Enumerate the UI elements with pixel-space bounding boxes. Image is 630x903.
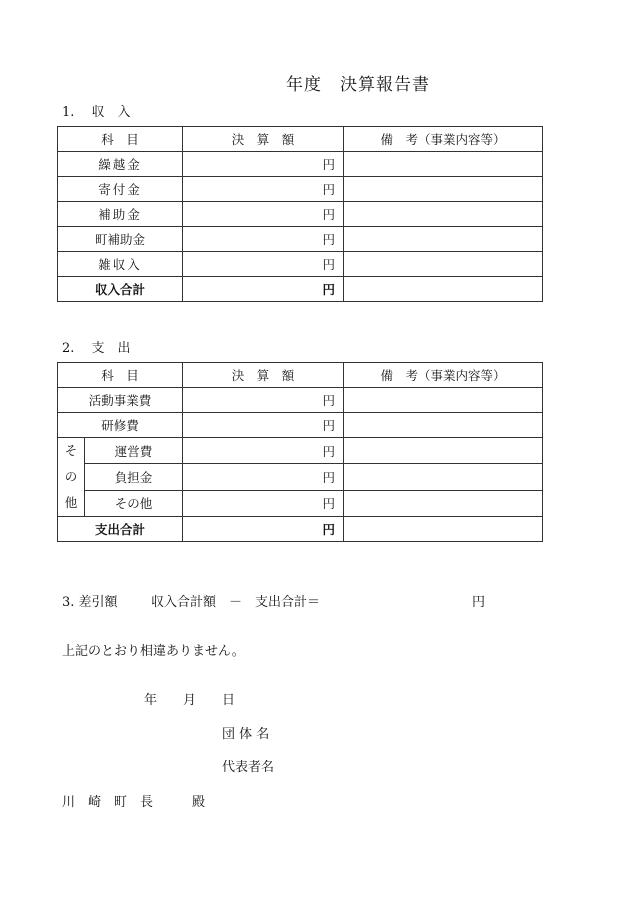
expense-row (58, 388, 543, 413)
income-row-label: 補助金 (58, 202, 183, 227)
income-table (57, 126, 543, 302)
income-row-note[interactable] (344, 177, 543, 202)
income-total-note[interactable] (344, 277, 543, 302)
income-row-label: 雑収入 (58, 252, 183, 277)
difference-formula: 収入合計額 － 支出合計＝ (151, 595, 321, 610)
income-row (58, 152, 543, 177)
other-group-label (58, 438, 85, 517)
income-row-note[interactable] (344, 202, 543, 227)
expense-header-note: 備 考（事業内容等） (344, 363, 543, 388)
income-total-label: 収入合計 (58, 277, 183, 302)
expense-row-note[interactable] (344, 413, 543, 438)
income-total-row (58, 277, 543, 302)
income-header-note: 備 考（事業内容等） (344, 127, 543, 152)
expense-row-label: 負担金 (85, 464, 183, 490)
expense-header-row (58, 363, 543, 388)
expense-row-amount[interactable]: 円 (183, 388, 344, 413)
expense-row-note[interactable] (344, 464, 543, 490)
expense-row-amount[interactable]: 円 (183, 490, 344, 516)
expense-row-label: 活動事業費 (58, 388, 183, 413)
income-header-amount: 決 算 額 (183, 127, 344, 152)
expense-table (57, 362, 543, 542)
income-row (58, 252, 543, 277)
document-title: 年度 決算報告書 (286, 75, 430, 95)
addressee: 川 崎 町 長 殿 (62, 795, 206, 810)
expense-row (58, 413, 543, 438)
income-row-label: 繰越金 (58, 152, 183, 177)
income-row-note[interactable] (344, 252, 543, 277)
income-row-amount[interactable]: 円 (183, 227, 344, 252)
expense-total-note[interactable] (344, 517, 543, 542)
representative-name-field[interactable] (290, 751, 530, 773)
expense-row-amount[interactable]: 円 (183, 438, 344, 464)
difference-unit: 円 (472, 595, 486, 610)
expense-row-amount[interactable]: 円 (183, 413, 344, 438)
difference-label: 3. 差引額 (62, 595, 118, 610)
expense-total-amount[interactable]: 円 (183, 517, 344, 542)
income-row (58, 227, 543, 252)
expense-row-label: 運営費 (85, 438, 183, 464)
expense-row-label: 研修費 (58, 413, 183, 438)
expense-row (58, 464, 543, 490)
expense-row-note[interactable] (344, 490, 543, 516)
income-row-label: 町補助金 (58, 227, 183, 252)
income-row-amount[interactable]: 円 (183, 252, 344, 277)
income-row-amount[interactable]: 円 (183, 202, 344, 227)
expense-row-amount[interactable]: 円 (183, 464, 344, 490)
income-row (58, 177, 543, 202)
expense-row (58, 490, 543, 516)
income-row-note[interactable] (344, 152, 543, 177)
expense-header-subject: 科 目 (58, 363, 183, 388)
representative-name-label: 代表者名 (222, 760, 275, 775)
expense-total-row (58, 517, 543, 542)
expense-row-label: その他 (85, 490, 183, 516)
difference-amount-field[interactable] (328, 585, 468, 605)
income-header-row (58, 127, 543, 152)
income-header-subject: 科 目 (58, 127, 183, 152)
confirmation-statement: 上記のとおり相違ありません。 (62, 644, 245, 659)
organization-name-field[interactable] (290, 718, 530, 740)
income-total-amount[interactable]: 円 (183, 277, 344, 302)
date-line: 年 月 日 (144, 693, 236, 708)
income-row-note[interactable] (344, 227, 543, 252)
organization-name-label: 団 体 名 (222, 727, 270, 742)
expense-row (58, 438, 543, 464)
other-group-vertical-text: そ の 他 (64, 443, 78, 510)
expense-total-label: 支出合計 (58, 517, 183, 542)
expense-header-amount: 決 算 額 (183, 363, 344, 388)
expense-heading: 2. 支 出 (62, 341, 131, 356)
income-row (58, 202, 543, 227)
income-row-amount[interactable]: 円 (183, 177, 344, 202)
income-heading: 1. 収 入 (62, 105, 131, 120)
income-row-amount[interactable]: 円 (183, 152, 344, 177)
income-row-label: 寄付金 (58, 177, 183, 202)
expense-row-note[interactable] (344, 438, 543, 464)
expense-row-note[interactable] (344, 388, 543, 413)
